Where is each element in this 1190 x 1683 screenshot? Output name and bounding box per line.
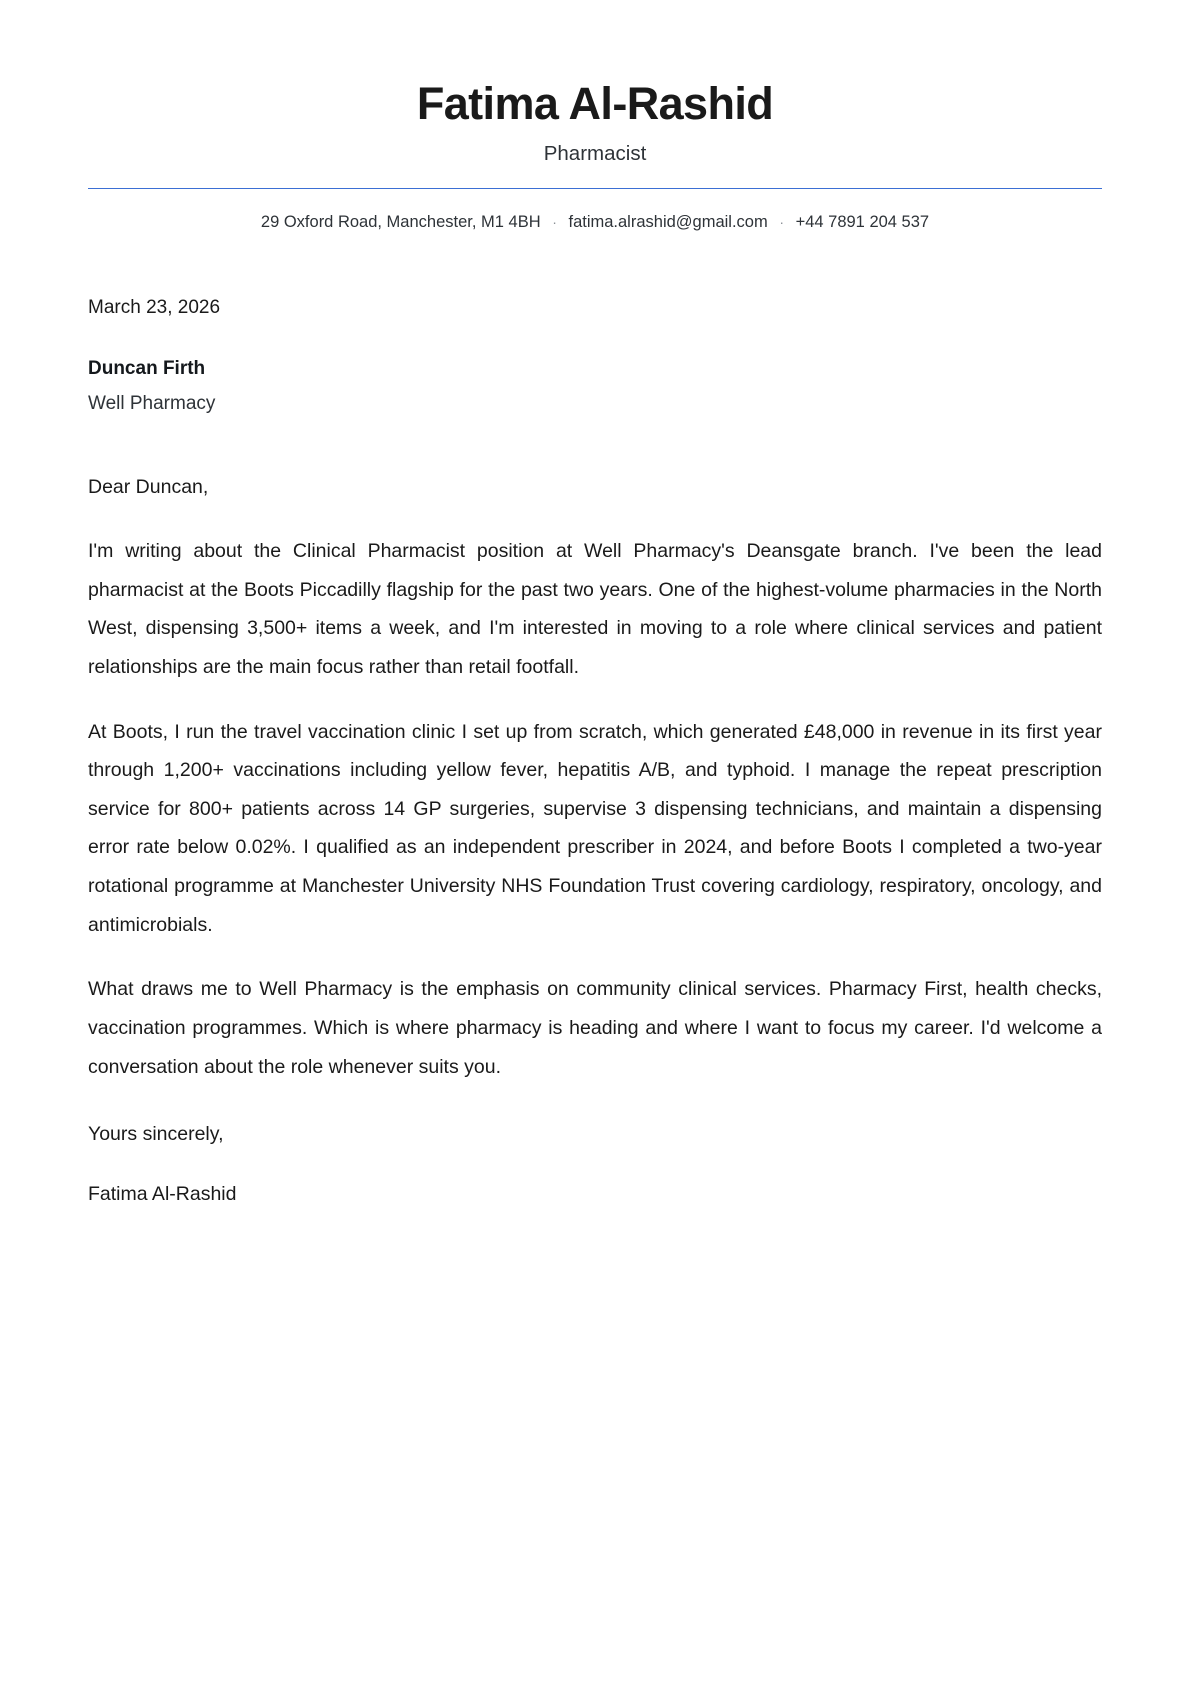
contact-info: [88, 189, 1102, 234]
page-title: Fatima Al-Rashid: [416, 78, 774, 129]
contact-phone[interactable]: +44 7891 204 537: [795, 213, 930, 232]
job-title: Pharmacist: [543, 141, 647, 165]
letter-date: March 23, 2026: [88, 297, 221, 319]
contact-address: 29 Oxford Road, Manchester, M1 4BH: [260, 213, 541, 232]
letter-header: [88, 70, 1102, 166]
recipient-name: Duncan Firth: [88, 357, 206, 379]
recipient-block: [88, 355, 1102, 419]
recipient-company: Well Pharmacy: [88, 393, 216, 415]
salutation: Dear Duncan,: [88, 475, 209, 498]
signature-name: Fatima Al-Rashid: [88, 1183, 237, 1206]
body-paragraph: I'm writing about the Clinical Pharmacist position at Well Pharmacy's Deansgate branch. I've been the lead pharmacist at the Boots Piccadilly flagship for the past two years. One of the highest-volume pharmacies in the North West, dispensing 3,500+ items a week, and I'm interested in moving to a role where clinical services and patient relationships are the main focus rather than retail footfall.: [88, 540, 1102, 679]
contact-separator-icon: ·: [779, 214, 784, 231]
body-paragraph: At Boots, I run the travel vaccination clinic I set up from scratch, which generated £48,000 in revenue in its first year through 1,200+ vaccinations including yellow fever, hepatitis A/B, and typhoid. I manage the repeat prescription service for 800+ patients across 14 GP surgeries, supervise 3 dispensing technicians, and maintain a dispensing error rate below 0.02%. I qualified as an independent prescriber in 2024, and before Boots I completed a two-year rotational programme at Manchester University NHS Foundation Trust covering cardiology, respiratory, oncology, and antimicrobials.: [88, 720, 1102, 936]
body-paragraph: What draws me to Well Pharmacy is the emphasis on community clinical services. Pharmacy First, health checks, vaccination programmes. Which is where pharmacy is heading and where I want to focus my career. I'd welcome a conversation about the role whenever suits you.: [88, 978, 1102, 1078]
contact-email[interactable]: fatima.alrashid@gmail.com: [568, 213, 768, 232]
contact-separator-icon: ·: [552, 214, 557, 231]
letter-body: [88, 234, 1102, 1209]
closing-salutation: Yours sincerely,: [88, 1123, 224, 1146]
